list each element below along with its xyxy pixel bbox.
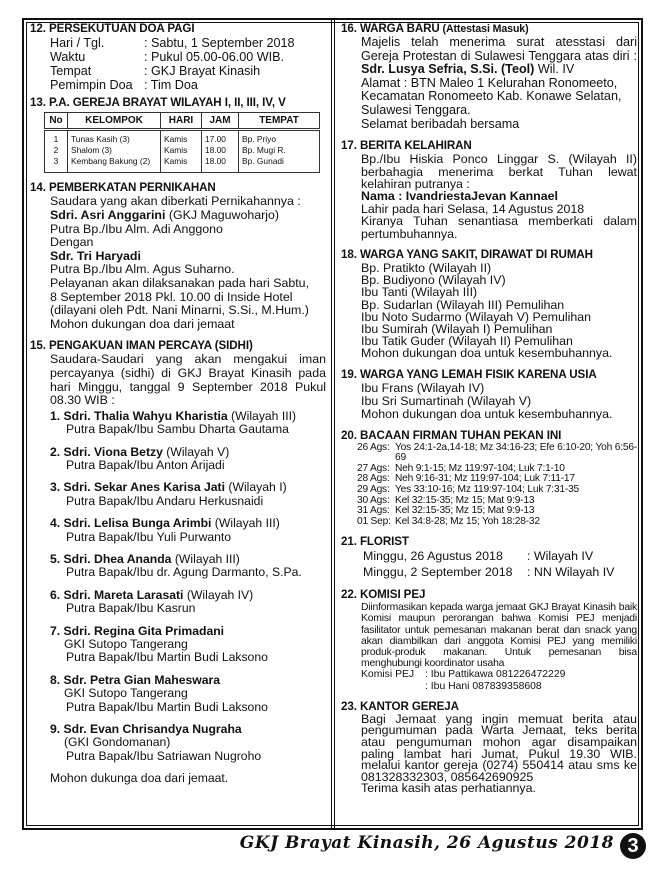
reading-text: Kel 34:8-28; Mz 15; Yoh 18:28-32 <box>395 515 540 527</box>
list-item <box>30 553 326 580</box>
cell-kelompok: Shalom (3) <box>68 145 161 156</box>
reading-date: 31 Ags: <box>357 505 390 517</box>
contact-value: : Ibu Pattikawa 081226472229 <box>425 669 566 681</box>
candidate-region: (Wilayah V) <box>162 444 230 459</box>
intro-text: Saudara-Saudari yang akan mengakui iman percayanya (sidhi) di GKJ Brayat Kinasih pada hari Minggu, tanggal 9 September 2018 Pukul 08.30 WIB : <box>50 352 326 408</box>
reading-text: Neh 9:1-15; Mz 119:97-104; Luk 7:1-10 <box>395 462 565 474</box>
section-pa-gereja <box>30 96 326 173</box>
title-sub: (Attestasi Masuk) <box>439 23 529 35</box>
table-row <box>45 156 320 173</box>
kv-pemimpin-doa <box>50 78 326 92</box>
list-item <box>30 517 326 544</box>
intro-text: Saudara yang akan diberkati Pernikahannya : <box>50 194 301 209</box>
candidate-parents: Putra Bapak/Ibu dr. Agung Darmanto, S.Pa. <box>66 565 302 580</box>
closing-text: Mohon dukunga doa dari jemaat. <box>50 771 229 786</box>
reading-date: 01 Sep: <box>357 515 391 527</box>
list-item: Ibu Sri Sumartinah (Wilayah V) <box>361 393 532 408</box>
body-text: Bagi Jemaat yang ingin memuat berita atau pengumuman pada Warta Jemaat, teks berita atau pengumuman mohon agar disampaikan paling lambat hari Jumat, Pukul 19.30 WIB. melalui kantor gereja (0274) 550414 atau sms ke 081328332303, 085642690925 <box>361 711 637 784</box>
section-warga-baru <box>341 22 637 131</box>
bride-name: Sdri. Asri Anggarini <box>50 208 166 222</box>
candidate-church: (GKI Gondomanan) <box>64 735 171 750</box>
candidate-name: 3. Sdri. Sekar Anes Karisa Jati <box>50 480 226 495</box>
reading-date: 28 Ags: <box>357 473 390 485</box>
label: Waktu <box>50 50 86 64</box>
list-item: Ibu Tatik Guder (Wilayah II) Pemulihan <box>361 334 573 349</box>
section-title: 13. P.A. GEREJA BRAYAT WILAYAH I, II, III, IV, V <box>30 96 286 109</box>
list-item <box>30 446 326 473</box>
with-text: Dengan <box>50 235 94 250</box>
intro-text: Bp./Ibu Hiskia Ponco Linggar S. (Wilayah II) berbahagia menerima berkat Tuhan lewat kelahiran putranya : <box>361 152 637 191</box>
value: : Sabtu, 1 September 2018 <box>144 36 295 50</box>
bride-church: (GKJ Maguwoharjo) <box>165 208 280 222</box>
candidate-parents: Putra Bapak/Ibu Satriawan Nugroho <box>66 748 262 763</box>
cell-hari: Kamis <box>161 130 202 146</box>
section-title: 19. WARGA YANG LEMAH FISIK KARENA USIA <box>341 367 597 381</box>
list-item: Bp. Pratikto (Wilayah II) <box>361 261 492 275</box>
reading-date: 30 Ags: <box>357 494 390 506</box>
candidate-name: 1. Sdri. Thalia Wahyu Kharistia <box>50 408 228 423</box>
section-florist <box>341 535 637 580</box>
candidate-parents: Putra Bapak/Ibu Yuli Purwanto <box>66 529 232 544</box>
bride-parents: Putra Bp./Ibu Alm. Adi Anggono <box>50 221 223 236</box>
service-line-1: Pelayanan akan dilaksanakan pada hari Sabtu, <box>50 275 310 290</box>
contact-value: : Ibu Hani 087839358608 <box>425 680 542 692</box>
section-pemberkatan-pernikahan <box>30 181 326 331</box>
bride-line <box>50 209 326 223</box>
address-text: Alamat : BTN Maleo 1 Kelurahan Ronomeeto, Kecamatan Ronomeeto Kab. Konawe Selatan, Sulawesi Tenggara. <box>361 75 622 117</box>
value: : Pukul 05.00-06.00 WIB. <box>144 50 285 64</box>
reading-row <box>357 443 637 464</box>
groom-line <box>50 250 326 264</box>
section-title: 22. KOMISI PEJ <box>341 588 426 602</box>
section-title: 18. WARGA YANG SAKIT, DIRAWAT DI RUMAH <box>341 248 593 261</box>
list-item <box>30 410 326 437</box>
cell-jam: 18.00 <box>202 145 239 156</box>
reading-text: Yos 24:1-2a,14-18; Mz 34:16-23; Efe 6:10-20; Yoh 6:56-69 <box>395 441 637 464</box>
candidate-parents: Putra Bapak/Ibu Sambu Dharta Gautama <box>66 422 289 437</box>
column-header-tempat: TEMPAT <box>239 113 320 130</box>
contact-row <box>341 681 637 692</box>
florist-date: Minggu, 2 September 2018 <box>363 564 513 579</box>
column-divider <box>331 18 335 830</box>
member-name: Sdr. Lusya Sefria, S.Si. (Teol) <box>361 62 535 77</box>
cell-no: 2 <box>45 145 68 156</box>
reading-date: 26 Ags: <box>357 441 390 453</box>
section-pengakuan-iman <box>30 339 326 785</box>
section-title: 21. FLORIST <box>341 535 409 549</box>
label: Tempat <box>50 64 92 78</box>
member-region: Wil. IV <box>534 62 575 77</box>
reading-text: Yes 33:10-16; Mz 119:97-104; Luk 7:31-35 <box>395 484 579 495</box>
candidate-parents: Putra Bapak/Ibu Kasrun <box>66 601 196 616</box>
section-bacaan-firman <box>341 429 637 528</box>
column-header-no: No <box>45 113 68 130</box>
cell-hari: Kamis <box>161 145 202 156</box>
list-item: Ibu Noto Sudarmo (Wilayah V) Pemulihan <box>361 309 592 324</box>
candidate-name: 7. Sdri. Regina Gita Primadani <box>50 623 225 638</box>
section-title: 15. PENGAKUAN IMAN PERCAYA (SIDHI) <box>30 339 253 353</box>
florist-row <box>363 549 637 564</box>
service-line-2: 8 September 2018 Pkl. 10.00 di Inside Hotel <box>50 289 293 304</box>
candidate-name: 6. Sdri. Mareta Larasati <box>50 587 184 602</box>
list-item: Ibu Frans (Wilayah IV) <box>361 380 485 395</box>
label: Pemimpin Doa <box>50 78 133 92</box>
candidate-name: 4. Sdri. Lelisa Bunga Arimbi <box>50 516 212 531</box>
readings-list <box>341 443 637 528</box>
reading-text: Kel 32:15-35; Mz 15; Mat 9:9-13 <box>395 505 535 517</box>
contact-label: Komisi PEJ <box>361 669 415 681</box>
pa-schedule-table <box>44 112 320 173</box>
baby-name: Nama : IvandriestaJevan Kannael <box>361 189 558 204</box>
cell-kelompok: Kembang Bakung (2) <box>68 156 161 173</box>
closing-text: Mohon dukungan doa untuk kesembuhannya. <box>361 406 613 421</box>
closing-text: Selamat beribadah bersama <box>361 116 520 131</box>
section-title <box>341 22 637 36</box>
candidate-region: (Wilayah IV) <box>183 587 254 602</box>
closing-text: Mohon dukungan doa untuk kesembuhannya. <box>361 346 613 361</box>
cell-jam: 18.00 <box>202 156 239 173</box>
cell-kelompok: Tunas Kasih (3) <box>68 130 161 146</box>
list-item <box>30 723 326 763</box>
florist-assignee: : NN Wilayah IV <box>527 564 615 579</box>
value: : Tim Doa <box>144 78 198 92</box>
candidate-parents: Putra Bapak/Ibu Andaru Herkusnaidi <box>66 493 264 508</box>
service-line-3: (dilayani oleh Pdt. Nani Minarni, S.Si., M.Hum.) <box>50 303 309 318</box>
page-number: 3 <box>620 833 646 859</box>
footer-title: GKJ Brayat Kinasih, 26 Agustus 2018 <box>239 833 614 853</box>
section-komisi-pej <box>341 588 637 692</box>
candidate-parents: Putra Bapak/Ibu Martin Budi Laksono <box>66 699 268 714</box>
body-text: Diinformasikan kepada warga jemaat GKJ Brayat Kinasih baik Komisi maupun perorangan bahwa Komisi PEJ menjadi fasilitator untuk pemesanan makanan berat dan snack yang akan diambilkan dari anggota Komisi PEJ yang memiliki produk-produk makanan. Untuk pemesanan bisa menghubungi koordinator usaha <box>361 602 637 670</box>
contact-row <box>341 669 637 680</box>
closing-text: Mohon dukungan doa dari jemaat <box>50 316 235 331</box>
reading-row <box>357 517 637 528</box>
reading-date: 27 Ags: <box>357 462 390 474</box>
value: : GKJ Brayat Kinasih <box>144 64 261 78</box>
birth-date: Lahir pada hari Selasa, 14 Agustus 2018 <box>361 201 585 216</box>
reading-row <box>357 485 637 496</box>
table-row <box>45 145 320 156</box>
label: Hari / Tgl. <box>50 36 105 50</box>
right-column <box>341 22 637 795</box>
list-item <box>30 625 326 665</box>
candidate-parents: Putra Bapak/Ibu Martin Budi Laksono <box>66 650 268 665</box>
cell-hari: Kamis <box>161 156 202 173</box>
title-main: 16. WARGA BARU <box>341 22 440 35</box>
candidate-name: 2. Sdri. Viona Betzy <box>50 444 163 459</box>
reading-text: Kel 32:15-35; Mz 15; Mat 9:9-13 <box>395 494 535 506</box>
candidate-church: GKI Sutopo Tangerang <box>64 686 188 701</box>
section-warga-sakit <box>341 248 637 360</box>
body-text: Majelis telah menerima surat atesstasi dari Gereja Protestan di Sulawesi Tenggara atas diri : <box>361 35 637 63</box>
list-item: Bp. Sudarlan (Wilayah III) Pemulihan <box>361 297 565 312</box>
table-header-row <box>45 113 320 130</box>
section-title: 17. BERITA KELAHIRAN <box>341 139 472 153</box>
list-item <box>30 481 326 508</box>
cell-jam: 17.00 <box>202 130 239 146</box>
candidate-region: (Wilayah III) <box>227 408 297 423</box>
closing-text: Terima kasih atas perhatiannya. <box>361 781 536 796</box>
candidate-name: 5. Sdri. Dhea Ananda <box>50 551 172 566</box>
table-row <box>45 130 320 146</box>
column-header-jam: JAM <box>202 113 239 130</box>
groom-parents: Putra Bp./Ibu Alm. Agus Suharno. <box>50 262 235 277</box>
florist-date: Minggu, 26 Agustus 2018 <box>363 549 503 564</box>
section-kantor-gereja <box>341 700 637 795</box>
section-title: 14. PEMBERKATAN PERNIKAHAN <box>30 181 216 195</box>
list-item: Bp. Budiyono (Wilayah IV) <box>361 273 506 288</box>
closing-text: Kiranya Tuhan senantiasa memberkati dalam pertumbuhannya. <box>361 214 637 241</box>
cell-tempat: Bp. Mugi R. <box>239 145 320 156</box>
candidate-region: (Wilayah III) <box>171 551 240 566</box>
florist-assignee: : Wilayah IV <box>527 549 594 564</box>
section-title: 12. PERSEKUTUAN DOA PAGI <box>30 22 195 35</box>
section-title: 23. KANTOR GEREJA <box>341 699 459 713</box>
column-header-hari: HARI <box>161 113 202 130</box>
reading-date: 29 Ags: <box>357 484 390 495</box>
cell-no: 1 <box>45 130 68 146</box>
kv-hari-tgl <box>50 36 326 50</box>
kv-waktu <box>50 50 326 64</box>
candidate-parents: Putra Bapak/Ibu Anton Arijadi <box>66 457 225 472</box>
reading-text: Neh 9:16-31; Mz 119:97-104; Luk 7:11-17 <box>395 473 575 485</box>
list-item <box>30 589 326 616</box>
kv-tempat <box>50 64 326 78</box>
section-title: 20. BACAAN FIRMAN TUHAN PEKAN INI <box>341 428 562 442</box>
list-item <box>30 674 326 714</box>
candidate-region: (Wilayah III) <box>211 516 280 531</box>
column-header-kelompok: KELOMPOK <box>68 113 161 130</box>
groom-name: Sdr. Tri Haryadi <box>50 248 141 263</box>
list-item: Ibu Sumirah (Wilayah I) Pemulihan <box>361 322 553 337</box>
florist-row <box>363 565 637 580</box>
list-item: Ibu Tanti (Wilayah III) <box>361 285 478 300</box>
section-warga-lemah-fisik <box>341 368 637 421</box>
cell-no: 3 <box>45 156 68 173</box>
candidate-church: GKI Sutopo Tangerang <box>64 637 188 651</box>
cell-tempat: Bp. Priyo <box>239 130 320 146</box>
section-persekutuan-doa-pagi <box>30 22 326 92</box>
candidate-name: 9. Sdr. Evan Chrisandya Nugraha <box>50 722 242 737</box>
section-berita-kelahiran <box>341 139 637 240</box>
left-column <box>30 22 326 786</box>
candidate-name: 8. Sdr. Petra Gian Maheswara <box>50 672 221 687</box>
candidate-region: (Wilayah I) <box>225 480 287 495</box>
cell-tempat: Bp. Gunadi <box>239 156 320 173</box>
